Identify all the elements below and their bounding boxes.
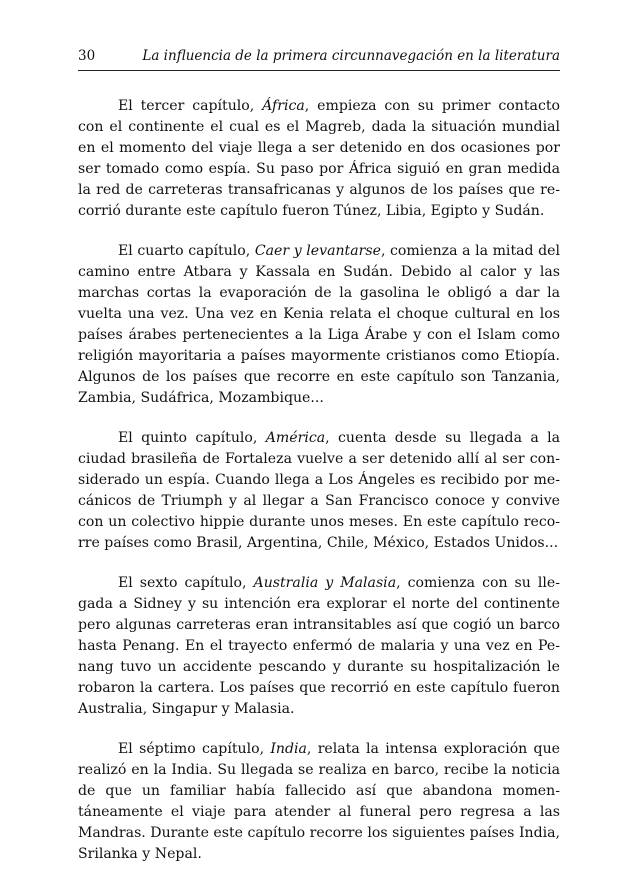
paragraph-lead: El séptimo capítulo,	[118, 741, 271, 757]
page-header	[78, 46, 560, 66]
paragraph-body: , relata la intensa exploración que realizó en la India. Su llegada se realiza en barco, recibe la noticia de que un familiar había fallecido así que abandona momentáneamente el viaje para atender al funeral pero regresa a las Mandras. Durante este capítulo recorre los siguientes países India, Srilanka y Nepal.	[78, 741, 560, 862]
paragraph-australia-y-malasia	[78, 573, 560, 720]
chapter-title-australia-y-malasia: Australia y Malasia	[253, 575, 397, 591]
header-rule	[78, 70, 560, 71]
chapter-title-africa: África	[262, 98, 305, 114]
body-text	[78, 96, 560, 884]
chapter-title-india: India	[270, 741, 307, 757]
chapter-title-america: América	[265, 430, 326, 446]
paragraph-body: , empieza con su primer contacto con el continente el cual es el Magreb, dada la situación mundial en el momento del viaje llega a ser detenido en dos ocasiones por ser tomado como espía. Su paso por África siguió en gran medida la red de carreteras transafricanas y algunos de los países que recorrió durante este capítulo fueron Túnez, Libia, Egipto y Sudán.	[78, 98, 560, 219]
page-number: 30	[78, 48, 96, 64]
paragraph-body: , comienza con su llegada a Sidney y su intención era explorar el norte del continente pero algunas carreteras eran intransitables así que cogió un barco hasta Penang. En el trayecto enfermó de malaria y una vez en Penang tuvo un accidente pescando y durante su hospitalización le robaron la cartera. Los países que recorrió en este capítulo fueron Australia, Singapur y Malasia.	[78, 575, 560, 717]
paragraph-america	[78, 428, 560, 554]
paragraph-body: , comienza a la mitad del camino entre Atbara y Kassala en Sudán. Debido al calor y las marchas cortas la evaporación de la gasolina le obligó a dar la vuelta una vez. Una vez en Kenia relata el choque cultural en los países árabes pertenecientes a la Liga Árabe y con el Islam como religión mayoritaria a países mayormente cristianos como Etiopía. Algunos de los países que recorre en este capítulo son Tanzania, Zambia, Sudáfrica, Mozambique...	[78, 243, 560, 406]
paragraph-lead: El quinto capítulo,	[118, 430, 266, 446]
running-title: La influencia de la primera circunnavegación en la literatura	[142, 48, 560, 64]
paragraph-body: , cuenta desde su llegada a la ciudad brasileña de Fortaleza vuelve a ser detenido allí al ser considerado un espía. Cuando llega a Los Ángeles es recibido por mecánicos de Triumph y al llegar a San Francisco conoce y convive con un colectivo hippie durante unos meses. En este capítulo recorre países como Brasil, Argentina, Chile, México, Estados Unidos...	[78, 430, 560, 551]
paragraph-lead: El sexto capítulo,	[118, 575, 254, 591]
paragraph-africa	[78, 96, 560, 222]
chapter-title-caer-y-levantarse: Caer y levantarse	[254, 243, 381, 259]
paragraph-caer-y-levantarse	[78, 241, 560, 409]
paragraph-lead: El cuarto capítulo,	[118, 243, 255, 259]
paragraph-lead: El tercer capítulo,	[118, 98, 263, 114]
paragraph-india	[78, 739, 560, 865]
